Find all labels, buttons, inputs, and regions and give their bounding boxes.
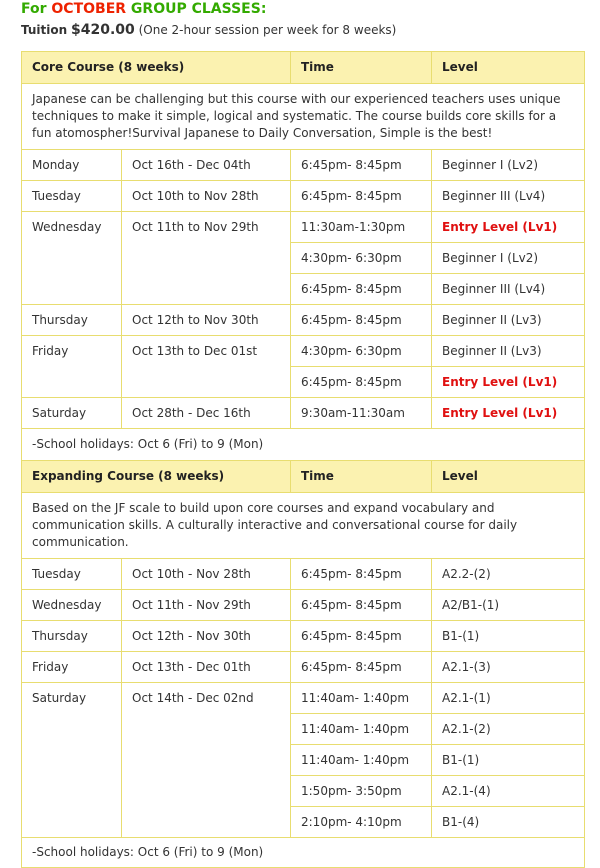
level-column-header: Level [432,461,585,493]
dates-cell: Oct 12th to Nov 30th [122,305,291,336]
level-label: A2.1-(3) [442,660,491,674]
dates-cell: Oct 12th - Nov 30th [122,621,291,652]
table-row [22,621,585,652]
school-holidays-row [22,429,585,461]
course-description: Based on the JF scale to build upon core courses and expand vocabulary and communication skills. A culturally interactive and conversational course for daily communication. [22,493,585,559]
time-cell: 6:45pm- 8:45pm [291,274,432,305]
entry-level-label: Entry Level (Lv1) [442,375,558,389]
course-title: Expanding Course (8 weeks) [22,461,291,493]
time-cell: 6:45pm- 8:45pm [291,367,432,398]
time-cell: 6:45pm- 8:45pm [291,305,432,336]
table-row [22,559,585,590]
tuition-note: (One 2-hour session per week for 8 weeks) [138,23,397,37]
time-column-header: Time [291,461,432,493]
course-description-row [22,84,585,150]
dates-cell: Oct 11th - Nov 29th [122,590,291,621]
day-cell: Thursday [22,621,122,652]
entry-level-label: Entry Level (Lv1) [442,406,558,420]
school-holidays-note: -School holidays: Oct 6 (Fri) to 9 (Mon) [22,429,585,461]
level-label: A2.1-(2) [442,722,491,736]
level-label: A2.2-(2) [442,567,491,581]
day-cell: Monday [22,150,122,181]
level-cell [432,274,585,305]
course-description-row [22,493,585,559]
level-label: Beginner I (Lv2) [442,251,539,265]
dates-cell: Oct 10th to Nov 28th [122,181,291,212]
tuition-price: $420.00 [71,22,135,38]
day-cell: Friday [22,336,122,398]
level-cell [432,807,585,838]
dates-cell: Oct 13th to Dec 01st [122,336,291,398]
dates-cell: Oct 13th - Dec 01th [122,652,291,683]
entry-level-label: Entry Level (Lv1) [442,220,558,234]
schedule-table [21,51,585,868]
dates-cell: Oct 28th - Dec 16th [122,398,291,429]
level-cell [432,559,585,590]
tuition-label: Tuition [21,23,68,37]
tuition-line [21,22,396,38]
level-label: Beginner II (Lv3) [442,313,542,327]
level-cell [432,652,585,683]
table-row [22,212,585,243]
time-cell: 1:50pm- 3:50pm [291,776,432,807]
day-cell: Saturday [22,398,122,429]
table-row [22,336,585,367]
level-cell [432,305,585,336]
level-label: Beginner III (Lv4) [442,189,546,203]
level-label: Beginner II (Lv3) [442,344,542,358]
day-cell: Wednesday [22,212,122,305]
section-header-row [22,52,585,84]
day-cell: Friday [22,652,122,683]
level-cell [432,683,585,714]
level-cell [432,243,585,274]
heading-prefix: For [21,1,52,17]
level-cell [432,714,585,745]
day-cell: Tuesday [22,181,122,212]
level-cell [432,621,585,652]
level-cell [432,150,585,181]
level-cell [432,336,585,367]
school-holidays-note: -School holidays: Oct 6 (Fri) to 9 (Mon) [22,838,585,868]
time-cell: 6:45pm- 8:45pm [291,652,432,683]
day-cell: Wednesday [22,590,122,621]
time-cell: 6:45pm- 8:45pm [291,150,432,181]
time-cell: 6:45pm- 8:45pm [291,181,432,212]
course-title: Core Course (8 weeks) [22,52,291,84]
level-cell [432,181,585,212]
dates-cell: Oct 14th - Dec 02nd [122,683,291,838]
level-label: A2.1-(1) [442,691,491,705]
dates-cell: Oct 11th to Nov 29th [122,212,291,305]
day-cell: Thursday [22,305,122,336]
table-row [22,683,585,714]
time-cell: 9:30am-11:30am [291,398,432,429]
time-cell: 6:45pm- 8:45pm [291,590,432,621]
table-row [22,305,585,336]
level-cell [432,398,585,429]
time-cell: 11:40am- 1:40pm [291,714,432,745]
level-cell [432,745,585,776]
level-label: Beginner III (Lv4) [442,282,546,296]
day-cell: Saturday [22,683,122,838]
table-row [22,150,585,181]
heading-month: OCTOBER [51,1,127,17]
time-cell: 11:40am- 1:40pm [291,745,432,776]
time-cell: 6:45pm- 8:45pm [291,559,432,590]
table-row [22,652,585,683]
table-row [22,181,585,212]
page-heading [21,1,266,17]
level-label: Beginner I (Lv2) [442,158,539,172]
level-label: A2.1-(4) [442,784,491,798]
course-description: Japanese can be challenging but this course with our experienced teachers uses unique techniques to make it simple, logical and systematic. The course builds core skills for a fun atomospher!Survival Japanese to Daily Conversation, Simple is the best! [22,84,585,150]
level-label: B1-(1) [442,753,480,767]
level-cell [432,590,585,621]
dates-cell: Oct 16th - Dec 04th [122,150,291,181]
time-column-header: Time [291,52,432,84]
level-cell [432,212,585,243]
day-cell: Tuesday [22,559,122,590]
table-row [22,590,585,621]
dates-cell: Oct 10th - Nov 28th [122,559,291,590]
section-header-row [22,461,585,493]
level-cell [432,367,585,398]
time-cell: 6:45pm- 8:45pm [291,621,432,652]
time-cell: 11:30am-1:30pm [291,212,432,243]
heading-suffix: GROUP CLASSES: [126,1,267,17]
level-column-header: Level [432,52,585,84]
level-label: B1-(4) [442,815,480,829]
time-cell: 11:40am- 1:40pm [291,683,432,714]
school-holidays-row [22,838,585,868]
level-label: A2/B1-(1) [442,598,500,612]
level-cell [432,776,585,807]
table-row [22,398,585,429]
time-cell: 2:10pm- 4:10pm [291,807,432,838]
time-cell: 4:30pm- 6:30pm [291,336,432,367]
level-label: B1-(1) [442,629,480,643]
time-cell: 4:30pm- 6:30pm [291,243,432,274]
